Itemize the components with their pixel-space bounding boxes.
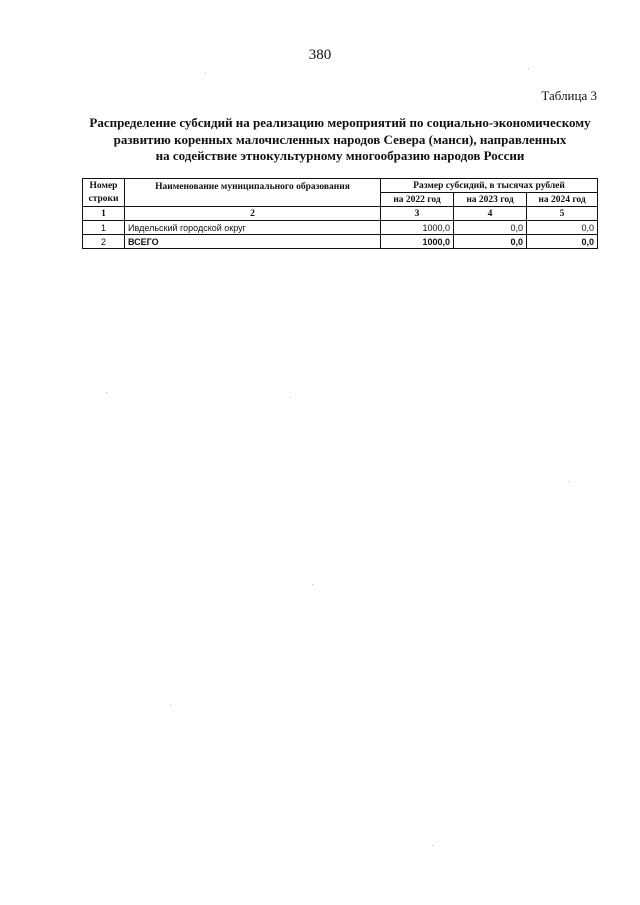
total-label-cell: ВСЕГО	[125, 235, 381, 249]
scan-speck	[568, 481, 569, 482]
page-number: 380	[308, 47, 332, 63]
header-row-1	[83, 179, 598, 193]
scan-speck	[312, 584, 313, 585]
total-row-number-cell: 2	[83, 235, 125, 249]
column-number-1: 1	[83, 207, 125, 221]
scan-speck	[106, 392, 107, 393]
column-number-row	[83, 207, 598, 221]
column-number-4: 4	[454, 207, 527, 221]
scan-speck	[290, 397, 291, 398]
title-line-2: развитию коренных малочисленных народов Севера (манси), направленных	[113, 131, 567, 147]
scan-speck	[528, 68, 529, 69]
header-municipality: Наименование муниципального образования	[125, 179, 381, 207]
municipality-name-cell: Ивдельский городской округ	[125, 221, 381, 235]
total-row	[83, 235, 598, 249]
total-2024-cell: 0,0	[527, 235, 598, 249]
column-number-5: 5	[527, 207, 598, 221]
scan-speck	[432, 845, 433, 846]
value-2022-cell: 1000,0	[381, 221, 454, 235]
value-2023-cell: 0,0	[454, 221, 527, 235]
column-number-3: 3	[381, 207, 454, 221]
column-number-2: 2	[125, 207, 381, 221]
table-row	[83, 221, 598, 235]
header-year-2023: на 2023 год	[454, 193, 527, 207]
scan-speck	[170, 705, 171, 706]
header-year-2024: на 2024 год	[527, 193, 598, 207]
title-line-3: на содействие этнокультурному многообразию народов России	[155, 148, 525, 163]
title-line-1: Распределение субсидий на реализацию мероприятий по социально-экономическому	[89, 115, 591, 130]
total-2023-cell: 0,0	[454, 235, 527, 249]
row-number-cell: 1	[83, 221, 125, 235]
header-subsidy-group: Размер субсидий, в тысячах рублей	[381, 179, 598, 193]
total-2022-cell: 1000,0	[381, 235, 454, 249]
subsidy-table	[82, 178, 598, 249]
header-row-number: Номер строки	[83, 179, 125, 207]
header-year-2022: на 2022 год	[381, 193, 454, 207]
document-title	[60, 115, 620, 165]
value-2024-cell: 0,0	[527, 221, 598, 235]
scan-speck	[205, 73, 206, 74]
table-caption: Таблица 3	[541, 88, 597, 103]
